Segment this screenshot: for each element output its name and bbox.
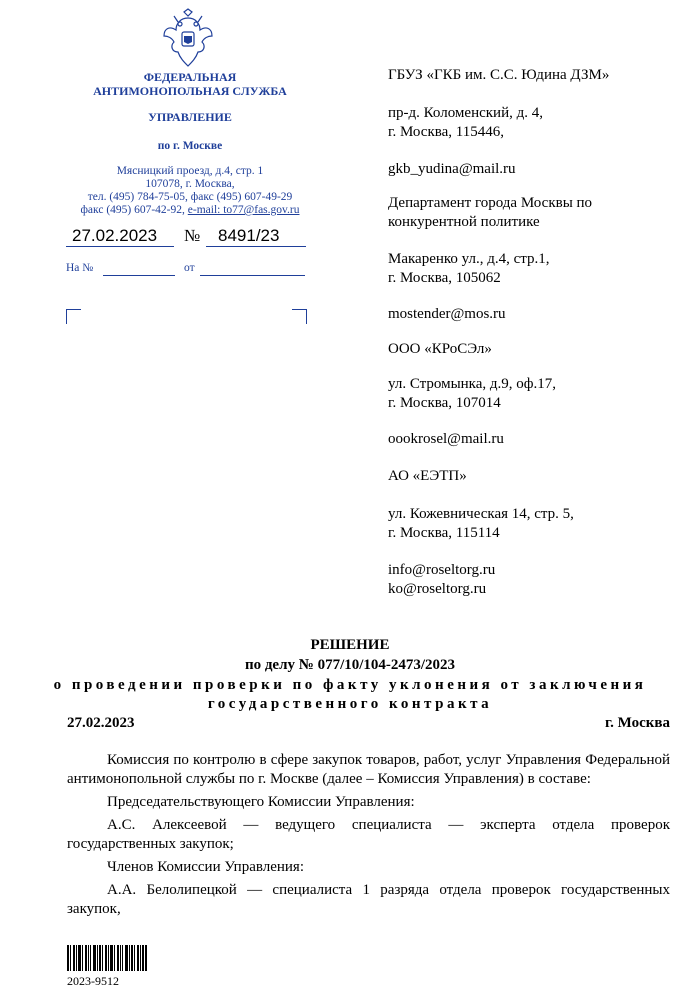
recipient-line: oookrosel@mail.ru: [388, 431, 504, 447]
body-paragraph-2: Председательствующего Комиссии Управления:: [107, 794, 415, 810]
decision-subject-line1: о проведении проверки по факту уклонения от заключения: [53, 677, 647, 693]
body-paragraph-4: Членов Комиссии Управления:: [107, 859, 304, 875]
recipient-line: info@roseltorg.ru: [388, 562, 496, 578]
recipient-line: gkb_yudina@mail.ru: [388, 161, 516, 177]
recipient-block-3: [388, 194, 592, 232]
agency-name-line2: АНТИМОНОПОЛЬНАЯ СЛУЖБА: [93, 84, 287, 98]
recipient-line: АО «ЕЭТП»: [388, 468, 467, 484]
recipient-line: пр-д. Коломенский, д. 4,: [388, 105, 543, 121]
agency-address: [40, 165, 340, 217]
recipient-block-7: [388, 375, 556, 413]
decision-case-number: по делу № 077/10/104-2473/2023: [244, 657, 456, 673]
department-city: по г. Москве: [157, 140, 223, 152]
outgoing-number: 8491/23: [218, 226, 280, 245]
recipient-block-11: [388, 561, 495, 599]
decision-body: [67, 751, 670, 919]
recipient-line: ул. Стромынка, д.9, оф.17,: [388, 376, 557, 392]
agency-email-link[interactable]: e-mail: to77@fas.gov.ru: [187, 204, 300, 216]
address-line1: Мясницкий проезд, д.4, стр. 1: [116, 165, 264, 177]
decision-place: г. Москва: [605, 715, 670, 731]
recipient-line: конкурентной политике: [388, 214, 540, 230]
number-sign: №: [184, 226, 201, 245]
department-name: УПРАВЛЕНИЕ: [148, 110, 232, 124]
recipient-line: г. Москва, 107014: [388, 395, 501, 411]
number-underline: [206, 246, 306, 247]
recipient-line: ООО «КРоСЭл»: [388, 341, 492, 357]
corner-mark-left: [66, 309, 81, 324]
fax-prefix: факс (495) 607-42-92,: [80, 204, 188, 216]
decision-title: РЕШЕНИЕ: [310, 637, 390, 653]
decision-subject-line2: государственного контракта: [207, 696, 493, 712]
corner-mark-right: [292, 309, 307, 324]
recipient-line: г. Москва, 115114: [388, 525, 500, 541]
outgoing-date: 27.02.2023: [72, 226, 158, 245]
recipient-block-0: [388, 66, 609, 85]
agency-name: [60, 70, 320, 98]
date-underline: [66, 246, 174, 247]
recipient-line: ГБУЗ «ГКБ им. С.С. Юдина ДЗМ»: [388, 67, 610, 83]
ref-date-label: от: [184, 262, 195, 274]
ref-number-field: [103, 275, 175, 276]
body-paragraph-5: А.А. Белолипецкой — специалиста 1 разряда отдела проверок государственных закупок,: [67, 882, 670, 917]
ref-number-label: На №: [66, 262, 94, 274]
decision-date: 27.02.2023: [67, 715, 135, 731]
agency-name-line1: ФЕДЕРАЛЬНАЯ: [143, 70, 237, 84]
body-paragraph-3: А.С. Алексеевой — ведущего специалиста — эксперта отдела проверок государственных закупок;: [67, 817, 670, 852]
phone-line: тел. (495) 784-75-05, факс (495) 607-49-29: [87, 191, 293, 203]
recipient-block-5: [388, 305, 506, 324]
recipient-block-10: [388, 505, 574, 543]
recipient-line: г. Москва, 115446,: [388, 124, 504, 140]
address-line2: 107078, г. Москва,: [145, 178, 235, 190]
recipient-line: Макаренко ул., д.4, стр.1,: [388, 251, 550, 267]
recipient-line: г. Москва, 105062: [388, 270, 501, 286]
coat-of-arms-icon: [160, 8, 216, 68]
recipient-block-9: [388, 467, 467, 486]
recipient-block-1: [388, 104, 543, 142]
recipient-line: Департамент города Москвы по: [388, 195, 593, 211]
fax-email-line: [40, 204, 340, 217]
recipient-block-4: [388, 250, 550, 288]
body-paragraph-1: Комиссия по контролю в сфере закупок товаров, работ, услуг Управления Федеральной антимонопольной службы по г. Москве (далее – Комиссия Управления) в составе:: [67, 752, 670, 787]
barcode-icon: [67, 945, 147, 971]
recipient-block-6: [388, 340, 492, 359]
recipient-line: mostender@mos.ru: [388, 306, 506, 322]
recipient-line: ул. Кожевническая 14, стр. 5,: [388, 506, 574, 522]
recipient-block-8: [388, 430, 504, 449]
recipient-line: ko@roseltorg.ru: [388, 581, 487, 597]
barcode-number: 2023-9512: [67, 974, 119, 988]
ref-date-field: [200, 275, 305, 276]
recipient-block-2: [388, 160, 516, 179]
